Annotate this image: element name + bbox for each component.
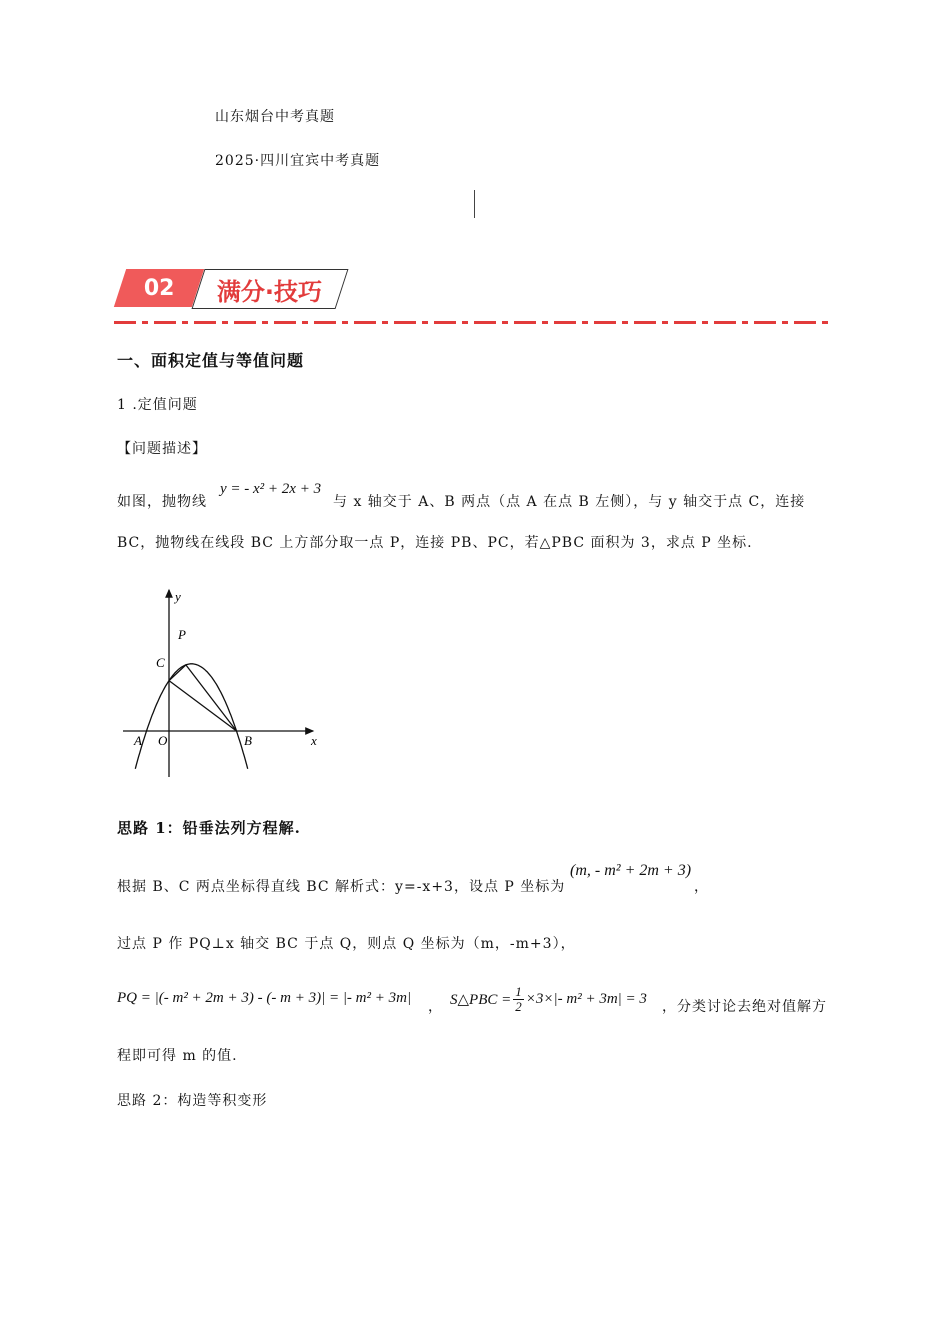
section-number-badge: 02 [114,269,204,307]
idea2-title: 思路 2：构造等积变形 [117,1093,268,1109]
problem-text-start: 如图，抛物线 [117,494,207,510]
label-c: C [156,655,165,670]
label-a: A [134,733,142,748]
parabola-curve [135,664,247,769]
header-line-2: 2025·四川宜宾中考真题 [215,153,381,169]
text-cursor [474,190,475,218]
point-p-coordinate: (m, - m² + 2m + 3) [570,862,692,879]
sub-heading: 1 .定值问题 [117,397,198,413]
dash-divider [114,321,832,324]
header-line-1: 山东烟台中考真题 [215,109,335,125]
section-title-badge: 满分·技巧 [192,269,349,309]
label-y: y [175,589,181,604]
section-heading: 一、面积定值与等值问题 [117,351,305,370]
parabola-equation: y = - x² + 2x + 3 [220,481,322,497]
label-b: B [244,733,252,748]
segment-pb [186,665,237,731]
area-formula: S△PBC = $\frac{1}{2}$ ×3×|- m² + 3m| = 3 [450,984,647,1014]
problem-text-line2: BC，抛物线在线段 BC 上方部分取一点 P，连接 PB、PC，若△PBC 面积为 3，求点 P 坐标. [117,535,753,551]
idea1-line2: 过点 P 作 PQ⊥x 轴交 BC 于点 Q，则点 Q 坐标为（m，-m+3）， [117,936,576,952]
comma: ， [428,999,443,1015]
label-p: P [178,627,186,642]
parabola-figure [118,585,328,785]
pq-formula: PQ = |(- m² + 2m + 3) - (- m + 3)| = |- m² + 3m| [117,990,412,1006]
idea1-title: 思路 1：铅垂法列方程解. [117,819,301,837]
problem-text-line1: 与 x 轴交于 A、B 两点（点 A 在点 B 左侧），与 y 轴交于点 C，连接 [333,494,806,510]
label-o: O [158,733,168,748]
idea1-line4: 程即可得 m 的值. [117,1048,238,1064]
problem-label: 【问题描述】 [117,441,207,457]
idea1-line3-tail: ，分类讨论去绝对值解方 [662,999,827,1015]
label-x: x [311,733,317,748]
idea1-line1: 根据 B、C 两点坐标得直线 BC 解析式：y=-x+3，设点 P 坐标为 [117,879,566,895]
comma: ， [694,879,709,895]
segment-pc [169,665,186,681]
